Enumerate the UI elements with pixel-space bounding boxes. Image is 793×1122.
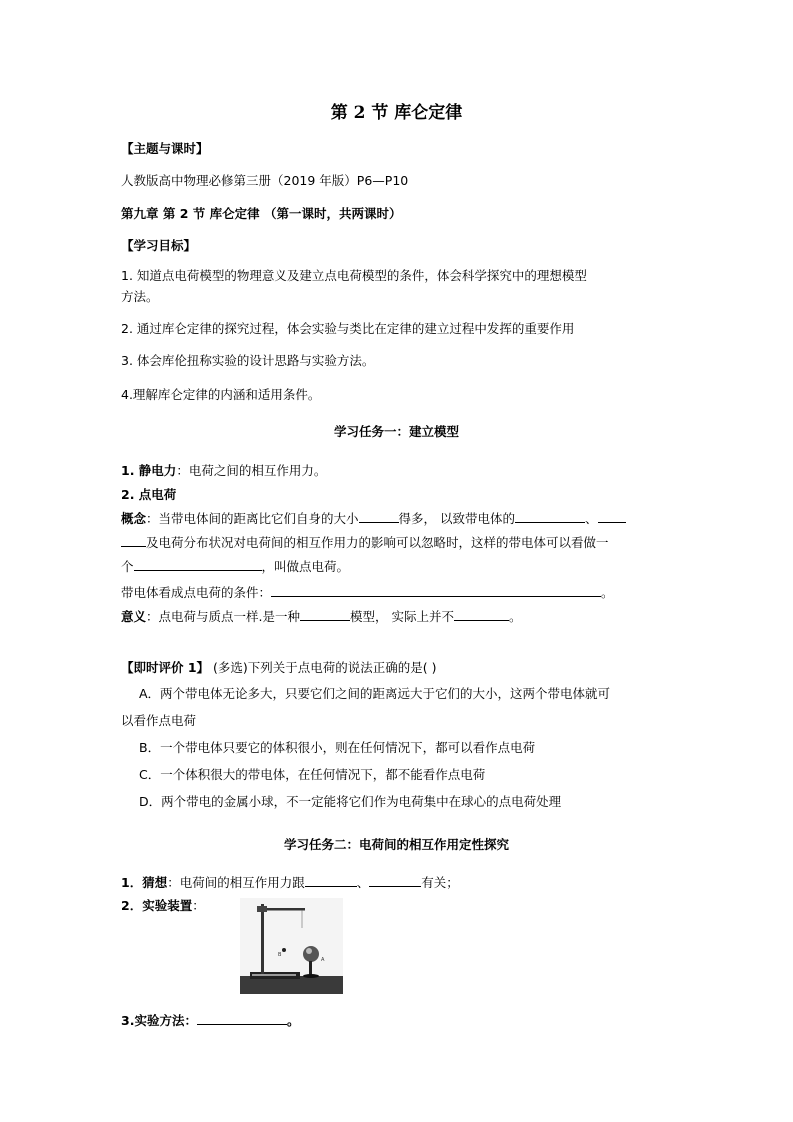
concept-text: ，叫做点电荷。 (261, 559, 350, 574)
meaning-label: 意义 (121, 609, 147, 624)
label-b: B (278, 952, 282, 958)
blank-property-2-cont[interactable] (121, 533, 146, 547)
method-colon: ： (184, 1013, 197, 1028)
goal-item: 1. 知道点电荷模型的物理意义及建立点电荷模型的条件，体会科学探究中的理想模型 (121, 268, 587, 283)
condition-line (121, 583, 614, 602)
page-title: 第 2 节 库仑定律 (330, 103, 463, 123)
option-b[interactable]: B．一个带电体只要它的体积很小，则在任何情况下，都可以看作点电荷 (139, 740, 536, 755)
task1-heading: 学习任务一：建立模型 (333, 424, 459, 439)
blank-model-type[interactable] (300, 607, 350, 621)
apparatus-label: 2．实验装置 (121, 898, 193, 913)
chapter-line: 第九章 第 2 节 库仑定律 （第一课时，共两课时） (121, 206, 402, 221)
blank-exist[interactable] (454, 607, 509, 621)
option-a-cont: 以看作点电荷 (121, 713, 197, 728)
apparatus-photo (240, 898, 343, 994)
concept-text: 、 (585, 511, 598, 526)
textbook-line: 人教版高中物理必修第三册（2019 年版）P6—P10 (121, 173, 409, 188)
concept-line-3 (121, 557, 349, 576)
method-end: 。 (286, 1013, 300, 1028)
option-d[interactable]: D．两个带电的金属小球，不一定能将它们作为电荷集中在球心的点电荷处理 (139, 794, 562, 809)
evaluation-label: 【即时评价 1】 (121, 660, 210, 675)
blank-factor-1[interactable] (305, 873, 357, 887)
concept-line-2 (121, 533, 609, 552)
blank-property-2[interactable] (598, 509, 626, 523)
concept-line-1 (121, 509, 626, 528)
blank-condition[interactable] (271, 583, 601, 597)
static-force-label: 1. 静电力 (121, 463, 177, 478)
method-label: 3.实验方法 (121, 1013, 185, 1028)
option-c[interactable]: C．一个体积很大的带电体，在任何情况下，都不能看作点电荷 (139, 767, 486, 782)
meaning-text: 模型， 实际上并不 (350, 609, 454, 624)
apparatus-colon: ： (192, 898, 205, 913)
concept-text: ：当带电体间的距离比它们自身的大小 (146, 511, 359, 526)
apparatus-drawing (240, 898, 343, 994)
concept-text: 个 (121, 559, 134, 574)
condition-end: 。 (601, 585, 614, 600)
goals-heading: 【学习目标】 (121, 238, 197, 253)
meaning-line (121, 607, 522, 626)
static-force-text: ：电荷之间的相互作用力。 (176, 463, 327, 478)
topic-heading: 【主题与课时】 (121, 141, 209, 156)
option-a[interactable]: A．两个带电体无论多大，只要它们之间的距离远大于它们的大小，这两个带电体就可 (139, 686, 611, 701)
blank-property-1[interactable] (515, 509, 585, 523)
concept-label: 概念 (121, 511, 147, 526)
task2-heading: 学习任务二：电荷间的相互作用定性探究 (283, 837, 509, 852)
concept-text: 得多， 以致带电体的 (398, 511, 516, 526)
guess-text: 、 (356, 875, 370, 890)
condition-text: 带电体看成点电荷的条件： (121, 585, 272, 600)
blank-model-name[interactable] (134, 557, 262, 571)
meaning-text: 。 (508, 609, 522, 624)
label-a: A (321, 957, 325, 963)
static-force-line (121, 462, 326, 480)
goal-item-cont: 方法。 (121, 289, 159, 304)
goal-item: 2. 通过库仑定律的探究过程，体会实验与类比在定律的建立过程中发挥的重要作用 (121, 321, 575, 336)
blank-method[interactable] (197, 1011, 287, 1025)
guess-label: 1．猜想 (121, 875, 168, 890)
guess-text: 有关； (421, 875, 459, 890)
apparatus-line (121, 897, 205, 915)
goal-item: 3. 体会库伦扭称实验的设计思路与实验方法。 (121, 353, 375, 368)
concept-text: 及电荷分布状况对电荷间的相互作用力的影响可以忽略时，这样的带电体可以看做一 (146, 535, 609, 550)
method-line (121, 1011, 299, 1030)
evaluation-text: (多选)下列关于点电荷的说法正确的是( ) (209, 660, 437, 675)
blank-factor-2[interactable] (369, 873, 421, 887)
point-charge-label: 2. 点电荷 (121, 487, 177, 502)
evaluation-question (121, 659, 437, 677)
guess-line (121, 873, 459, 892)
blank-size-compare[interactable] (359, 509, 399, 523)
guess-text: ：电荷间的相互作用力跟 (167, 875, 305, 890)
meaning-text: ：点电荷与质点一样.是一种 (146, 609, 300, 624)
goal-item: 4.理解库仑定律的内涵和适用条件。 (121, 387, 321, 402)
